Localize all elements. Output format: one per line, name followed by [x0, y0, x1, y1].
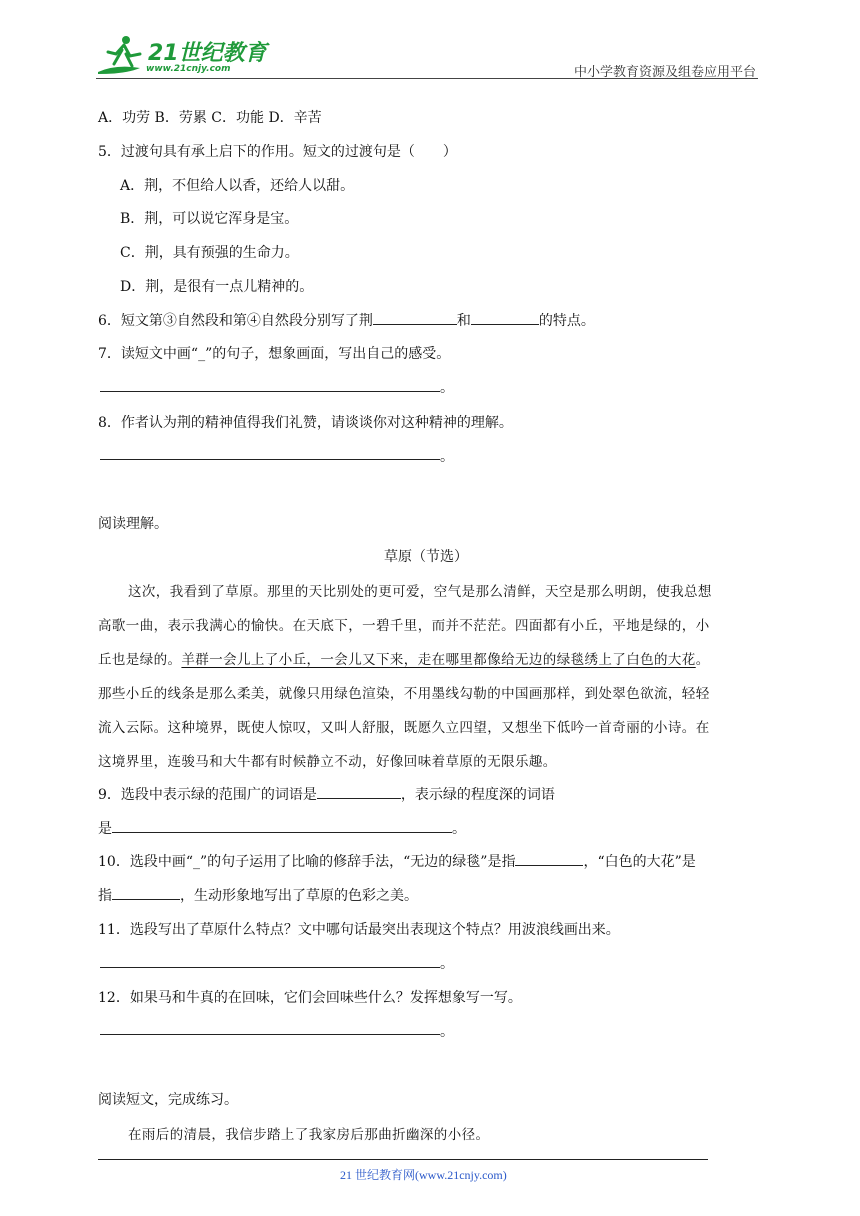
logo-url: www.21cnjy.com [146, 64, 231, 74]
q8-answer-line[interactable] [100, 459, 440, 460]
logo [96, 34, 266, 78]
passage-line-5: 流入云际。这种境界，既使人惊叹，又叫人舒服，既愿久立四望，又想坐下低吟一首奇丽的小诗。在 [98, 720, 710, 736]
q5-option-d: D．荆，是很有一点儿精神的。 [120, 279, 314, 295]
q12-answer-line[interactable] [100, 1034, 440, 1035]
section3-intro: 阅读短文，完成练习。 [98, 1092, 238, 1108]
q9-l2pre: 是 [98, 821, 112, 837]
q6-blank-2[interactable] [471, 310, 539, 325]
q8-stem: 8．作者认为荆的精神值得我们礼赞，请谈谈你对这种精神的理解。 [98, 415, 513, 431]
passage-line-1: 这次，我看到了草原。那里的天比别处的更可爱，空气是那么清鲜，天空是那么明朗，使我总想 [128, 584, 712, 600]
q5-option-c: C．荆，具有预强的生命力。 [120, 245, 299, 261]
q5-option-b: B．荆，可以说它浑身是宝。 [120, 211, 299, 227]
q9-pre: 9．选段中表示绿的范围广的词语是 [98, 787, 317, 803]
q7-answer-line[interactable] [100, 391, 440, 392]
footer-link[interactable]: 21 世纪教育网(www.21cnjy.com) [340, 1168, 507, 1182]
underlined-sentence: 羊群一会儿上了小丘，一会儿又下来，走在哪里都像给无边的绿毯绣上了白色的大花 [181, 652, 696, 668]
q6 [98, 310, 595, 330]
q10-pre: 10．选段中画“_”的句子运用了比喻的修辞手法，“无边的绿毯”是指 [98, 854, 516, 870]
q10-blank-1[interactable] [515, 851, 583, 866]
q9-blank-1[interactable] [317, 784, 401, 799]
q11-answer-line[interactable] [100, 967, 440, 968]
q9-blank-2[interactable] [112, 818, 452, 833]
q7-stem: 7．读短文中画“_”的句子，想象画面，写出自己的感受。 [98, 346, 451, 362]
q11-end: 。 [440, 956, 454, 972]
q6-mid: 和 [456, 313, 471, 329]
logo-title: 21世纪教育 [148, 41, 267, 66]
site-name: 中小学教育资源及组卷应用平台 [574, 65, 757, 80]
q5-option-a: A．荆，不但给人以香，还给人以甜。 [120, 178, 355, 194]
q4-options: A．功劳 B．劳累 C．功能 D．辛苦 [98, 110, 322, 126]
q12-stem: 12．如果马和牛真的在回味，它们会回味些什么？发挥想象写一写。 [98, 990, 522, 1006]
header-divider [96, 78, 758, 79]
q10-line-2 [98, 885, 418, 905]
q11-stem: 11．选段写出了草原什么特点？文中哪句话最突出表现这个特点？用波浪线画出来。 [98, 922, 620, 938]
q9-line-2 [98, 818, 466, 838]
footer-divider [98, 1159, 708, 1160]
passage-title: 草原（节选） [384, 549, 468, 565]
passage-line-6: 这境界里，连骏马和大牛都有时候静立不动，好像回味着草原的无限乐趣。 [98, 754, 557, 770]
passage-line-3-c: 。 [695, 652, 710, 668]
q7-end: 。 [440, 380, 454, 396]
passage-line-3 [98, 648, 710, 668]
q12-end: 。 [440, 1024, 454, 1040]
q10-mid: ，“白色的大花”是 [583, 854, 696, 870]
q9-end: 。 [452, 821, 466, 837]
section2-intro: 阅读理解。 [98, 516, 168, 532]
q10-l2post: ，生动形象地写出了草原的色彩之美。 [180, 888, 418, 904]
section3-line-1: 在雨后的清晨，我信步踏上了我家房后那曲折幽深的小径。 [128, 1127, 490, 1143]
q6-post: 的特点。 [538, 313, 595, 329]
q9-post: ，表示绿的程度深的词语 [400, 787, 555, 803]
q9-line-1 [98, 784, 555, 804]
q10-blank-2[interactable] [112, 885, 180, 900]
q8-end: 。 [440, 449, 454, 465]
q5-stem: 5．过渡句具有承上启下的作用。短文的过渡句是（ ） [98, 144, 457, 160]
passage-line-4: 那些小丘的线条是那么柔美，就像只用绿色渲染，不用墨线勾勒的中国画那样，到处翠色欲流，轻轻 [98, 686, 710, 702]
q10-line-1 [98, 851, 696, 871]
q6-pre: 6．短文第③自然段和第④自然段分别写了荆 [98, 313, 373, 329]
passage-line-2: 高歌一曲，表示我满心的愉快。在天底下，一碧千里，而并不茫茫。四面都有小丘，平地是绿的，小 [98, 618, 710, 634]
q10-l2pre: 指 [98, 888, 112, 904]
q6-blank-1[interactable] [373, 310, 457, 325]
passage-line-3-a: 丘也是绿的。 [98, 652, 182, 668]
